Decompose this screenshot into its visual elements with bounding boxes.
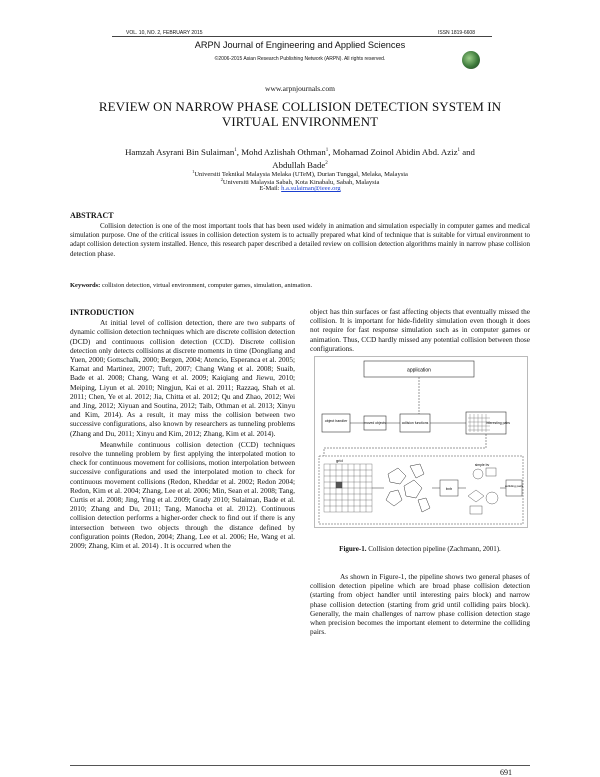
affiliation-2-sup: 2 [220, 177, 223, 182]
object-handler-label: object handler [324, 419, 348, 423]
issn: ISSN 1819-6608 [438, 30, 475, 36]
right-paragraph-1: object has thin surfaces or fast affecting objects that eventually missed the collision. It is important for hide-fidelity simulation even though it does not require for fast response simulation such as in computer games or animation. Thus, CCD hardly missed any potential collision between those configurations. [310, 307, 530, 353]
footer-rule [70, 765, 530, 766]
header-rule [112, 36, 492, 37]
pipeline-diagram [314, 356, 528, 528]
keywords [70, 282, 530, 290]
figure-border [315, 357, 528, 528]
moved-objects-label: moved objects [364, 421, 386, 425]
contact-email [150, 185, 450, 193]
paper-title: REVIEW ON NARROW PHASE COLLISION DETECTION SYSTEM IN VIRTUAL ENVIRONMENT [98, 99, 502, 129]
author-3: , Mohamad Zoinol Abidin Abd. Aziz [328, 146, 458, 157]
keywords-text: collision detection, virtual environment, computer games, simulation, animation. [101, 282, 313, 289]
journal-url[interactable]: www.arpnjournals.com [265, 84, 335, 93]
figure-1 [314, 356, 528, 528]
affiliation-2-text: Universiti Malaysia Sabah, Kota Kinabalu, Sabah, Malaysia [222, 179, 380, 187]
right-paragraph-2: As shown in Figure-1, the pipeline shows two general phases of collision detection pipeline which are broad phase collision detection (starting from object handler until interesting pairs block) and narrow phase collision detection (starting from grid until colliding pairs block). Generally, the main challenges of narrow phase collision detection stage when precision becomes the important element to determine the colliding pairs. [310, 572, 530, 637]
author-4: Abdullah Bade [272, 159, 326, 170]
simple-bv-label: simple bv [474, 463, 490, 467]
caption-label: Figure-1. [339, 545, 367, 553]
author-and: and [460, 146, 475, 157]
interesting-pairs-label: interesting pairs [486, 421, 510, 425]
intro-paragraph-2: Meanwhile continuous collision detection (CCD) techniques resolve the tunneling problem by first applying the interpolated motion to check for continuous movement for collisions, motion interpolation between successive configurations and used the interpolated motion to check for continuous movement collisions (Redon, Kheddar et al. 2002; Redon 2004; Redon, Kim et al. 2004; Zhang, Lee et al. 2006; Min, Sean et al. 2008; Tang, Curtis et al. 2008; Jing, Ying et al. 2009; Grady 2010; Sulaiman, Bade et al. 2010; Zhang and Du, 2011; Tang, Manocha et al. 2012). Continuous collision detection performs a higher-order check to find out if there is any intersection between two objects through the distance defined by configuration points (Redon, 2004; Zhang, Lee et al. 2006; He, Wang et al. 2009; Zhang, Kim et al. 2014) . It is occurred when the [70, 439, 295, 551]
volume-info: VOL. 10, NO. 2, FEBRUARY 2015 [126, 30, 203, 36]
objects-shapes [386, 464, 430, 512]
arpn-logo-icon [462, 51, 480, 69]
bvh-label: bvh [445, 486, 453, 491]
abstract-body [70, 222, 530, 259]
affiliation-1-sup: 1 [192, 169, 195, 174]
introduction-heading: INTRODUCTION [70, 308, 135, 317]
author-4-sup: 2 [325, 160, 328, 166]
caption-text: Collision detection pipeline (Zachmann, 2001). [366, 545, 501, 553]
author-2: , Mohd Azlishah Othman [236, 146, 326, 157]
journal-name: ARPN Journal of Engineering and Applied Sciences [194, 40, 406, 50]
flow-line [324, 434, 486, 456]
email-label: E-Mail: [259, 185, 282, 192]
colliding-pairs-block [506, 480, 522, 496]
author-2-sup: 1 [325, 148, 329, 153]
object-handler-block [322, 414, 350, 432]
grid-label: grid [336, 458, 343, 463]
left-column [70, 308, 295, 552]
author-1: Hamzah Asyrani Bin Sulaiman [125, 146, 235, 157]
grid-block [324, 464, 372, 512]
application-label: application [407, 367, 431, 374]
author-list [90, 145, 510, 171]
email-link[interactable]: h.a.sulaiman@ieee.org [281, 185, 341, 192]
figure-caption [310, 545, 530, 553]
copyright-line: ©2006-2015 Asian Research Publishing Network (ARPN). All rights reserved. [214, 56, 386, 62]
abstract-heading: ABSTRACT [70, 211, 114, 220]
right-column-bottom [310, 572, 530, 636]
author-1-sup: 1 [234, 148, 237, 153]
abstract-text: Collision detection is one of the most important tools that has been used widely in animation and simulation especially in computer games and medical simulation purpose. One of the critical issues in collision detection system is to actually prepared what kind of technique that is suitable for virtual environment to adapt collision detection system installed. Hence, this research paper described a detailed review on collision detection algorithms mainly in narrow phase collision detection phase. [70, 222, 530, 258]
simple-bv-shapes [468, 468, 498, 514]
right-column-top [310, 307, 530, 353]
colliding-pairs-label: colliding pairs [504, 484, 524, 488]
keywords-label: Keywords: [70, 282, 102, 289]
collision-functions-label: collision functions [401, 421, 429, 425]
page-number: 691 [500, 768, 512, 777]
affiliation-1-text: Universiti Teknikal Malaysia Melaka (UTeM), Durian Tunggal, Melaka, Malaysia [194, 171, 408, 179]
author-3-sup: 1 [457, 148, 461, 153]
intro-paragraph-1: At initial level of collision detection, there are two subparts of dynamic collision detection techniques which are discrete collision detection (DCD) and continuous collision detection (CCD). Discrete collision detection only detects collisions at discrete moments in time (Dongliang and Yuen, 2000; Gottschalk, 2000; Bergen, 2004; Atencio, Esperanca et al. 2005; Kamat and Martinez, 2007; Tuft, 2007; Chang Wang et al. 2008; Suaib, Bade et al. 2008; Chang, Wang et al. 2009; Kaiqiang and Jiewu, 2010; Meiping, Liyun et al. 2010; Ningjun, Kai et al. 2011; Razzaq, Shah et al. 2011; Chen, Ye et al. 2012; Jia, Chitta et al. 2012; Qu and Zhao, 2012; Wei and Jing, 2012; Xiyuan and Soutina, 2012; Taib, Othman et al. 2013; Xinyu and Kim, 2014). As a result, it may miss the collision between two successive configurations, also known by researchers as tunneling problems (Zhang and Du, 2011; Xinyu and Kim, 2012; Zhang, Kim et al. 2014). [70, 318, 295, 438]
